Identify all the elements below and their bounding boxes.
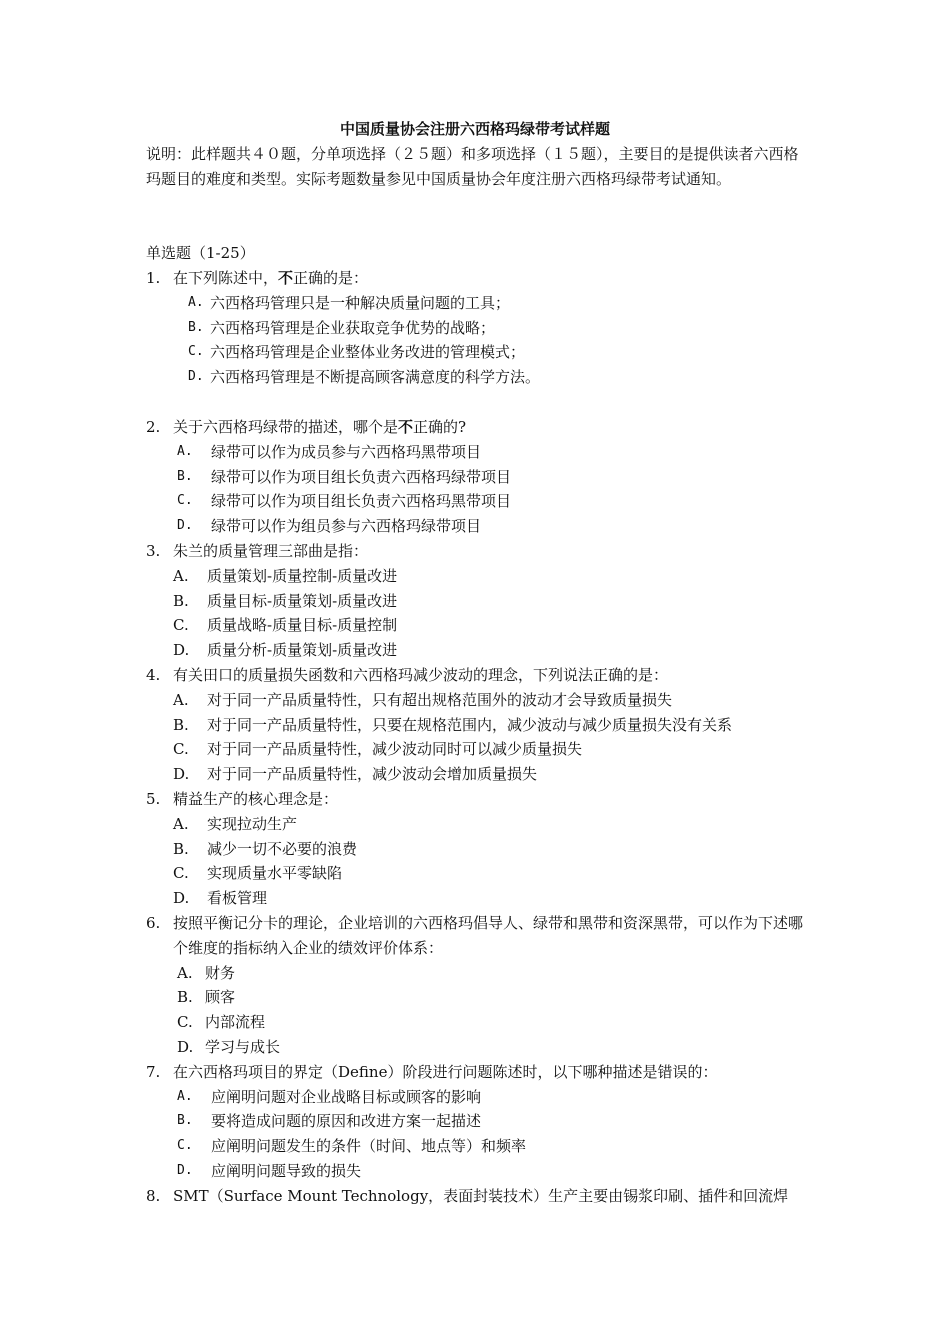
option-c[interactable]: C. 应阐明问题发生的条件（时间、地点等）和频率 [177, 1137, 527, 1156]
question-5 [146, 787, 816, 911]
option-b[interactable]: B. 质量目标-质量策划-质量改进 [173, 591, 398, 610]
intro-paragraph: 说明：此样题共４０题，分单项选择（２５题）和多项选择（１５题），主要目的是提供读者六西格玛题目的难度和类型。实际考题数量参见中国质量协会年度注册六西格玛绿带考试通知。 [146, 145, 799, 188]
question-4 [146, 663, 816, 787]
emphasis-not: 不 [278, 269, 294, 287]
question-number: 7. [146, 1062, 161, 1081]
option-b[interactable]: B. 对于同一产品质量特性，只要在规格范围内，减少波动与减少质量损失没有关系 [173, 715, 733, 734]
question-stem: 朱兰的质量管理三部曲是指： [173, 541, 369, 560]
question-number: 5. [146, 789, 161, 808]
question-number: 6. [146, 913, 161, 932]
question-stem: SMT（Surface Mount Technology，表面封装技术）生产主要由锡浆印刷、插件和回流焊 [173, 1186, 789, 1205]
question-list [146, 266, 816, 1208]
option-c[interactable]: C. 对于同一产品质量特性，减少波动同时可以减少质量损失 [173, 740, 583, 759]
option-d[interactable]: D. 看板管理 [173, 889, 268, 908]
question-stem: 有关田口的质量损失函数和六西格玛减少波动的理念，下列说法正确的是： [173, 665, 669, 684]
option-a[interactable]: A. 应阐明问题对企业战略目标或顾客的影响 [177, 1087, 482, 1106]
spacer [146, 390, 816, 415]
question-number: 3. [146, 541, 161, 560]
question-number: 4. [146, 665, 161, 684]
question-stem: 在六西格玛项目的界定（Define）阶段进行问题陈述时，以下哪种描述是错误的： [173, 1062, 718, 1081]
option-a[interactable]: A. 质量策划-质量控制-质量改进 [173, 566, 398, 585]
question-3 [146, 539, 816, 663]
option-b[interactable]: B. 六西格玛管理是企业获取竞争优势的战略； [188, 318, 496, 337]
option-c[interactable]: C. 六西格玛管理是企业整体业务改进的管理模式； [188, 343, 526, 362]
option-a[interactable]: A. 实现拉动生产 [173, 814, 298, 833]
question-7 [146, 1060, 816, 1184]
question-number: 2. [146, 417, 161, 436]
emphasis-not: 不 [398, 417, 414, 436]
option-a[interactable]: A. 财务 [177, 963, 236, 982]
question-stem: 精益生产的核心理念是： [173, 789, 339, 808]
document-title: 中国质量协会注册六西格玛绿带考试样题 [339, 120, 610, 138]
option-b[interactable]: B. 绿带可以作为项目组长负责六西格玛绿带项目 [177, 467, 512, 486]
question-number: 8. [146, 1186, 161, 1205]
option-d[interactable]: D. 绿带可以作为组员参与六西格玛绿带项目 [177, 517, 482, 536]
option-b[interactable]: B. 减少一切不必要的浪费 [173, 839, 358, 858]
question-stem: 关于六西格玛绿带的描述，哪个是不正确的? [173, 417, 467, 436]
option-d[interactable]: D. 对于同一产品质量特性，减少波动会增加质量损失 [173, 765, 538, 784]
question-2 [146, 415, 816, 539]
option-c[interactable]: C. 实现质量水平零缺陷 [173, 864, 343, 883]
option-d[interactable]: D. 应阐明问题导致的损失 [177, 1161, 362, 1180]
question-1 [146, 266, 816, 390]
option-c[interactable]: C. 质量战略-质量目标-质量控制 [173, 616, 398, 635]
question-stem: 在下列陈述中，不正确的是： [173, 269, 369, 287]
question-8 [146, 1184, 816, 1209]
option-b[interactable]: B. 要将造成问题的原因和改进方案一起描述 [177, 1112, 482, 1131]
option-d[interactable]: D. 六西格玛管理是不断提高顾客满意度的科学方法。 [188, 368, 541, 387]
question-number: 1. [146, 269, 161, 287]
question-6 [146, 911, 816, 1060]
option-b[interactable]: B. 顾客 [177, 988, 236, 1007]
option-d[interactable]: D. 质量分析-质量策划-质量改进 [173, 641, 398, 660]
question-stem: 按照平衡记分卡的理论，企业培训的六西格玛倡导人、绿带和黑带和资深黑带，可以作为下述哪个维度的指标纳入企业的绩效评价体系： [173, 913, 804, 957]
option-c[interactable]: C. 内部流程 [177, 1013, 266, 1032]
option-a[interactable]: A. 六西格玛管理只是一种解决质量问题的工具； [188, 293, 511, 312]
section-heading: 单选题（1-25） [146, 244, 255, 262]
option-a[interactable]: A. 对于同一产品质量特性，只有超出规格范围外的波动才会导致质量损失 [173, 690, 673, 709]
option-a[interactable]: A. 绿带可以作为成员参与六西格玛黑带项目 [177, 442, 482, 461]
option-c[interactable]: C. 绿带可以作为项目组长负责六西格玛黑带项目 [177, 492, 512, 511]
option-d[interactable]: D. 学习与成长 [177, 1037, 281, 1056]
